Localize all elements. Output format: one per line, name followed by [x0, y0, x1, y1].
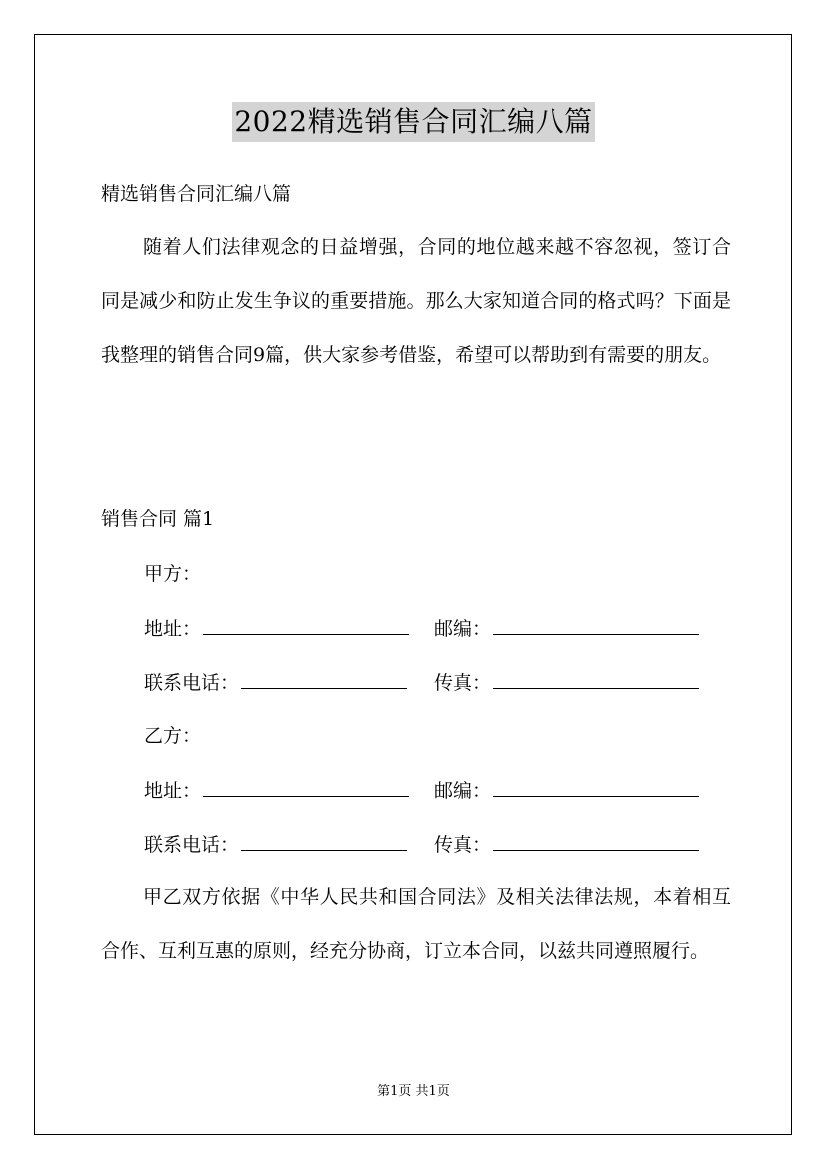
title-container	[0, 102, 827, 142]
party-a-phone-field[interactable]	[144, 668, 407, 697]
address-label: 地址：	[144, 618, 202, 640]
party-a-label: 甲方：	[144, 563, 202, 585]
postcode-blank[interactable]	[493, 614, 699, 635]
postcode-label: 邮编：	[434, 780, 492, 802]
document-subtitle: 精选销售合同汇编八篇	[101, 183, 292, 205]
section-heading: 销售合同 篇1	[101, 508, 215, 530]
party-b-phone-field[interactable]	[144, 830, 407, 859]
fax-label: 传真：	[434, 834, 492, 856]
party-b-label: 乙方：	[144, 725, 202, 747]
address-blank[interactable]	[203, 776, 409, 797]
fax-label: 传真：	[434, 672, 492, 694]
postcode-blank[interactable]	[493, 776, 699, 797]
intro-paragraph: 随着人们法律观念的日益增强，合同的地位越来越不容忽视，签订合同是减少和防止发生争议的重要措施。那么大家知道合同的格式吗？下面是我整理的销售合同9篇，供大家参考借鉴，希望可以帮助到有需要的朋友。	[101, 236, 731, 366]
party-a-postcode-field[interactable]	[434, 614, 699, 643]
party-b-fax-field[interactable]	[434, 830, 699, 859]
party-b-address-field[interactable]	[144, 776, 409, 805]
fax-blank[interactable]	[493, 668, 699, 689]
phone-label: 联系电话：	[144, 834, 240, 856]
fax-blank[interactable]	[493, 830, 699, 851]
phone-label: 联系电话：	[144, 672, 240, 694]
phone-blank[interactable]	[241, 830, 407, 851]
party-a-fax-field[interactable]	[434, 668, 699, 697]
address-blank[interactable]	[203, 614, 409, 635]
party-a-address-field[interactable]	[144, 614, 409, 643]
phone-blank[interactable]	[241, 668, 407, 689]
page-footer: 第1页 共1页	[377, 1084, 450, 1099]
agreement-paragraph: 甲乙双方依据《中华人民共和国合同法》及相关法律法规，本着相互合作、互利互惠的原则，经充分协商，订立本合同，以兹共同遵照履行。	[101, 886, 731, 962]
party-b-postcode-field[interactable]	[434, 776, 699, 805]
postcode-label: 邮编：	[434, 618, 492, 640]
address-label: 地址：	[144, 780, 202, 802]
document-title: 2022精选销售合同汇编八篇	[232, 102, 594, 142]
